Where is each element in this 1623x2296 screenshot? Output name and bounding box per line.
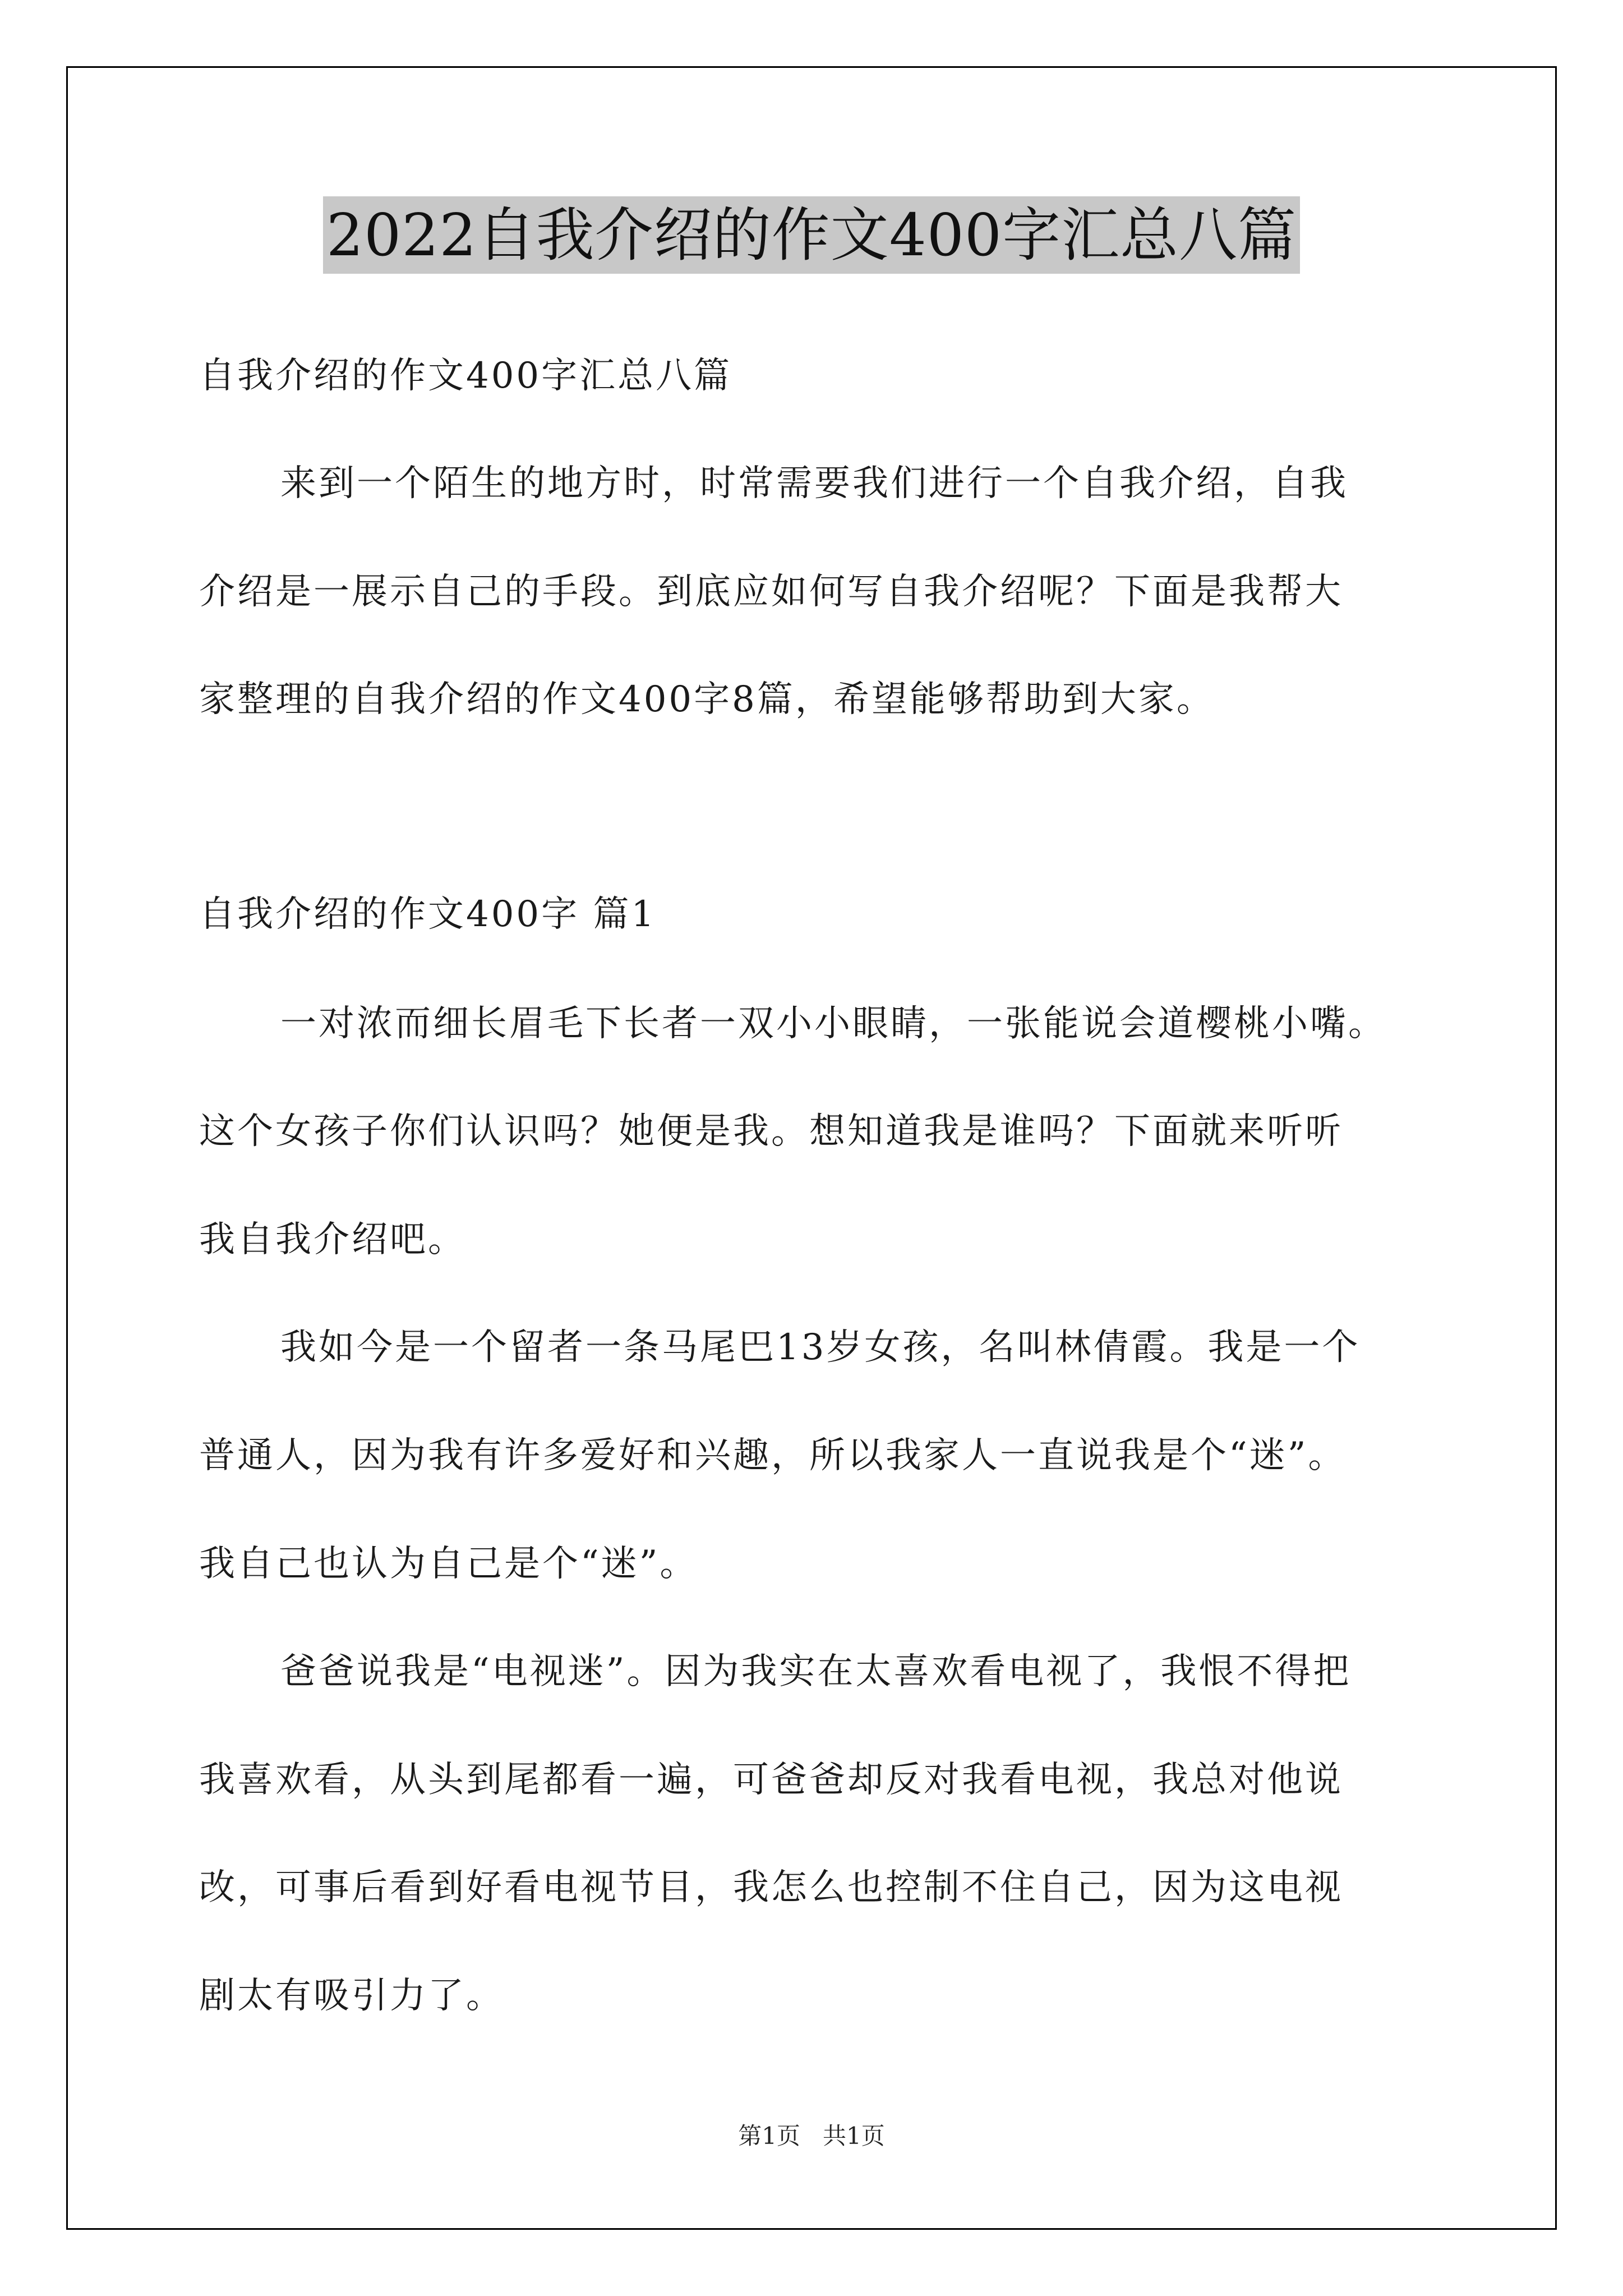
paragraph3-line-3: 改，可事后看到好看电视节目，我怎么也控制不住自己，因为这电视: [199, 1867, 1343, 1908]
page-footer: 第1页 共1页: [738, 2122, 885, 2150]
title-container: [0, 196, 1623, 274]
document-title: 2022自我介绍的作文400字汇总八篇: [323, 196, 1300, 274]
section-heading: 自我介绍的作文400字 篇1: [199, 894, 657, 935]
paragraph1-line-2: 这个女孩子你们认识吗？她便是我。想知道我是谁吗？下面就来听听: [199, 1111, 1343, 1152]
paragraph1-line-1: 一对浓而细长眉毛下长者一双小小眼睛，一张能说会道樱桃小嘴。: [280, 1003, 1386, 1045]
paragraph3-line-1: 爸爸说我是“电视迷”。因为我实在太喜欢看电视了，我恨不得把: [280, 1651, 1352, 1692]
document-subtitle: 自我介绍的作文400字汇总八篇: [199, 355, 732, 397]
paragraph3-line-2: 我喜欢看，从头到尾都看一遍，可爸爸却反对我看电视，我总对他说: [199, 1759, 1343, 1801]
paragraph3-line-4: 剧太有吸引力了。: [199, 1975, 504, 2017]
paragraph2-line-2: 普通人，因为我有许多爱好和兴趣，所以我家人一直说我是个“迷”。: [199, 1435, 1347, 1476]
intro-line-1: 来到一个陌生的地方时，时常需要我们进行一个自我介绍，自我: [280, 463, 1348, 504]
paragraph2-line-3: 我自己也认为自己是个“迷”。: [199, 1543, 698, 1585]
intro-line-2: 介绍是一展示自己的手段。到底应如何写自我介绍呢？下面是我帮大: [199, 571, 1343, 613]
intro-line-3: 家整理的自我介绍的作文400字8篇，希望能够帮助到大家。: [199, 679, 1215, 720]
paragraph1-line-3: 我自我介绍吧。: [199, 1219, 466, 1260]
paragraph2-line-1: 我如今是一个留者一条马尾巴13岁女孩，名叫林倩霞。我是一个: [280, 1327, 1361, 1368]
